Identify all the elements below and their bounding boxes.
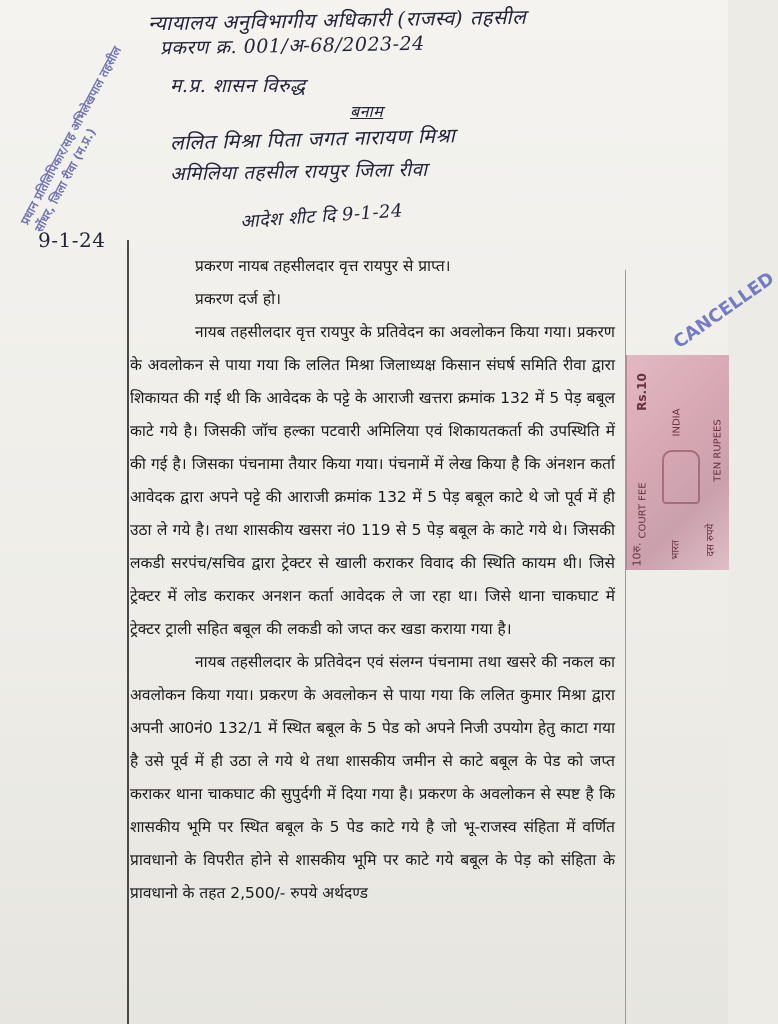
- header-line-case-number: प्रकरण क्र. 001/अ-68/2023-24: [159, 32, 425, 60]
- ashoka-emblem-icon: [662, 450, 700, 504]
- paragraph-received: प्रकरण नायब तहसीलदार वृत्त रायपुर से प्राप्त।: [195, 257, 451, 275]
- paragraph-registered: प्रकरण दर्ज हो।: [195, 290, 281, 308]
- stamp-hindi-value: दस रुपये: [705, 523, 717, 557]
- stamp-bottom-left: 10रु.: [630, 542, 644, 567]
- court-fee-stamp: [626, 355, 729, 570]
- header-line-court: न्यायालय अनुविभागीय अधिकारी (राजस्व) तहसील: [147, 4, 527, 36]
- margin-line: [127, 240, 129, 1024]
- order-body: [130, 250, 615, 910]
- cancelled-overstamp: CANCELLED: [669, 268, 778, 353]
- stamp-denomination: Rs.10: [634, 373, 649, 411]
- side-stamp-text: प्रधान प्रतिलिपिकार/सह अभिलेखपाल तहसील सोंधर, जिला रीवा (म.प्र.): [17, 44, 124, 235]
- header-line-respondent: ललित मिश्रा पिता जगत नारायण मिश्रा: [169, 123, 456, 155]
- paragraph-findings: नायब तहसीलदार के प्रतिवेदन एवं संलग्न पंचनामा तथा खसरे की नकल का अवलोकन किया गया। प्रकरण के अवलोकन से पाया गया कि ललित कुमार मिश्रा द्वारा अपनी आ0नं0 132/1 में स्थित बबूल के 5 पेड को अपने निजी उपयोग हेतु काटा गया है उसे पूर्व में ही उठा ले गये थे तथा शासकीय जमीन से काटे बबूल के पेड को जप्त कराकर थाना चाकघाट की सुपुर्दगी में दिया गया है। प्रकरण के अवलोकन से स्पष्ट है कि शासकीय भूमि पर स्थित बबूल के 5 पेड काटे गये है जो भू-राजस्व संहिता में वर्णित प्रावधानो के विपरीत होने से शासकीय भूमि पर काटे गये बबूल के पेड़ को संहिता के प्रावधानो के तहत 2,500/- रुपये अर्थदण्ड: [130, 653, 615, 902]
- header-line-versus: बनाम: [350, 102, 384, 121]
- header-line-address: अमिलिया तहसील रायपुर जिला रीवा: [169, 158, 428, 186]
- order-sheet-heading: आदेश शीट दि 9-1-24: [239, 200, 404, 233]
- header-line-parties: म.प्र. शासन विरुद्ध: [170, 75, 306, 97]
- stamp-country: INDIA: [671, 408, 683, 437]
- stamp-bottom-hindi: भारत: [670, 540, 682, 560]
- side-stamp-date: 9-1-24: [38, 228, 106, 252]
- official-side-stamp: [17, 17, 153, 235]
- stamp-left-text: COURT FEE: [637, 482, 649, 539]
- paragraph-report-review: नायब तहसीलदार वृत्त रायपुर के प्रतिवेदन का अवलोकन किया गया। प्रकरण के अवलोकन से पाया गया कि ललित मिश्रा जिलाध्यक्ष किसान संघर्ष समिति रीवा द्वारा शिकायत की गई थी कि आवेदक के पट्टे के आराजी खत्तरा क्रमांक 132 में 5 पेड़ बबूल काटे गये है। जिसकी जॉच हल्का पटवारी अमिलिया एवं शिकायतकर्ता की उपस्थिति में की गई है। जिसका पंचनामा तैयार किया गया। पंचनामें में लेख किया है कि अंनशन कर्ता आवेदक द्वारा अपने पट्टे की आराजी क्रमांक 132 में 5 पेड़ बबूल काटे थे जो पूर्व में ही उठा ले गये है। तथा शासकीय खसरा नं0 119 से 5 पेड़ बबूल के काटे गये थे। जिसकी लकडी सरपंच/सचिव द्वारा ट्रेक्टर से खाली कराकर विवाद की स्थिति कायम थी। जिसे ट्रेक्टर में लोड कराकर अनशन कर्ता आवेदक ले जा रहा था। जिसे थाना चाकघाट में ट्रेक्टर ट्राली सहित बबूल की लकडी को जप्त कर खडा कराया गया है।: [130, 323, 615, 638]
- stamp-value-label: TEN RUPEES: [712, 419, 724, 482]
